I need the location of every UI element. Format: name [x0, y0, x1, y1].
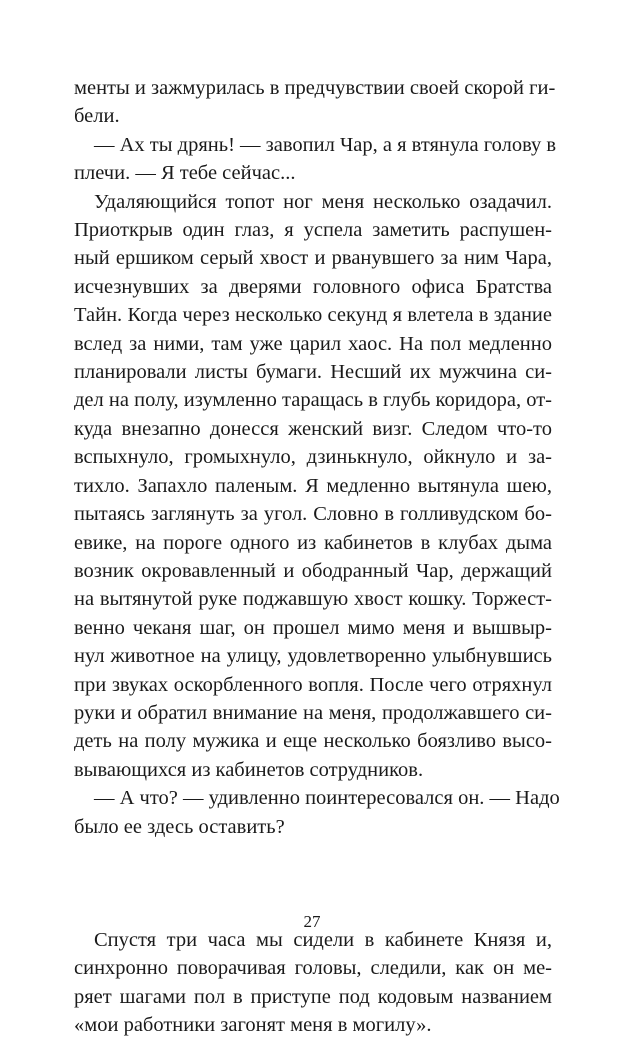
text-line: — А что? — удивленно поинтересовался он. — Надо	[94, 787, 560, 810]
text-line: возник окровавленный и ободранный Чар, держащий	[74, 559, 552, 582]
paragraph-new-section	[74, 926, 552, 1040]
text-line: плечи. — Я тебе сейчас...	[74, 162, 296, 185]
text-line: менты и зажмурилась в предчувствии своей скорой ги-	[74, 77, 556, 99]
paragraph-dialogue-char	[74, 131, 557, 188]
text-line: руки и обратил внимание на меня, продолжавшего си-	[74, 701, 552, 724]
text-line: исчезнувших за дверями головного офиса Братства	[74, 275, 552, 298]
page-number: 27	[303, 912, 321, 931]
text-line: евике, на пороге одного из кабинетов в клубах дыма	[74, 531, 552, 554]
text-line: деть на полу мужика и еще несколько боязливо высо-	[74, 730, 552, 753]
text-line: на вытянутой руке поджавшую хвост кошку. Торжест-	[74, 588, 552, 611]
text-line: пытаясь заглянуть за угол. Словно в голливудском бо-	[74, 503, 552, 526]
text-line: дел на полу, изумленно таращась в глубь коридора, от-	[74, 389, 552, 412]
text-line: Удаляющийся топот ног меня несколько озадачил.	[94, 190, 552, 213]
text-line: планировали листы бумаги. Несший их мужчина си-	[74, 361, 552, 384]
text-line: вслед за ними, там уже царил хаос. На пол медленно	[74, 332, 552, 355]
text-line: Приоткрыв один глаз, я успела заметить распушен-	[74, 219, 552, 242]
text-line: тихло. Запахло паленым. Я медленно вытянула шею,	[74, 474, 552, 497]
text-line: бели.	[74, 105, 120, 128]
text-line: вывающихся из кабинетов сотрудников.	[74, 758, 424, 781]
text-line: было ее здесь оставить?	[74, 815, 285, 838]
paragraph-dialogue-question	[74, 784, 560, 841]
text-line: «мои работники загонят меня в могилу».	[74, 1014, 432, 1037]
text-line: венно чеканя шаг, он прошел мимо меня и вышвыр-	[74, 616, 552, 639]
text-line: — Ах ты дрянь! — завопил Чар, а я втянула голову в	[94, 133, 557, 156]
text-line: ряет шагами пол в приступе под кодовым названием	[74, 985, 552, 1008]
text-line: синхронно поворачивая головы, следили, как он ме-	[74, 957, 552, 980]
text-line: Спустя три часа мы сидели в кабинете Князя и,	[94, 928, 552, 951]
text-line: ный ершиком серый хвост и рванувшего за ним Чара,	[74, 247, 552, 270]
paragraph-continuation	[74, 74, 556, 131]
text-line: при звуках оскорбленного вопля. После чего отряхнул	[74, 673, 552, 696]
book-page-text	[74, 74, 560, 1040]
text-line: нул животное на улицу, удовлетворенно улыбнувшись	[74, 645, 552, 668]
text-line: куда внезапно донесся женский визг. Следом что-то	[74, 417, 552, 440]
text-line: вспыхнуло, громыхнуло, дзинькнуло, ойкнуло и за-	[74, 446, 552, 469]
text-line: Тайн. Когда через несколько секунд я влетела в здание	[74, 304, 552, 327]
paragraph-chaos	[74, 188, 552, 785]
